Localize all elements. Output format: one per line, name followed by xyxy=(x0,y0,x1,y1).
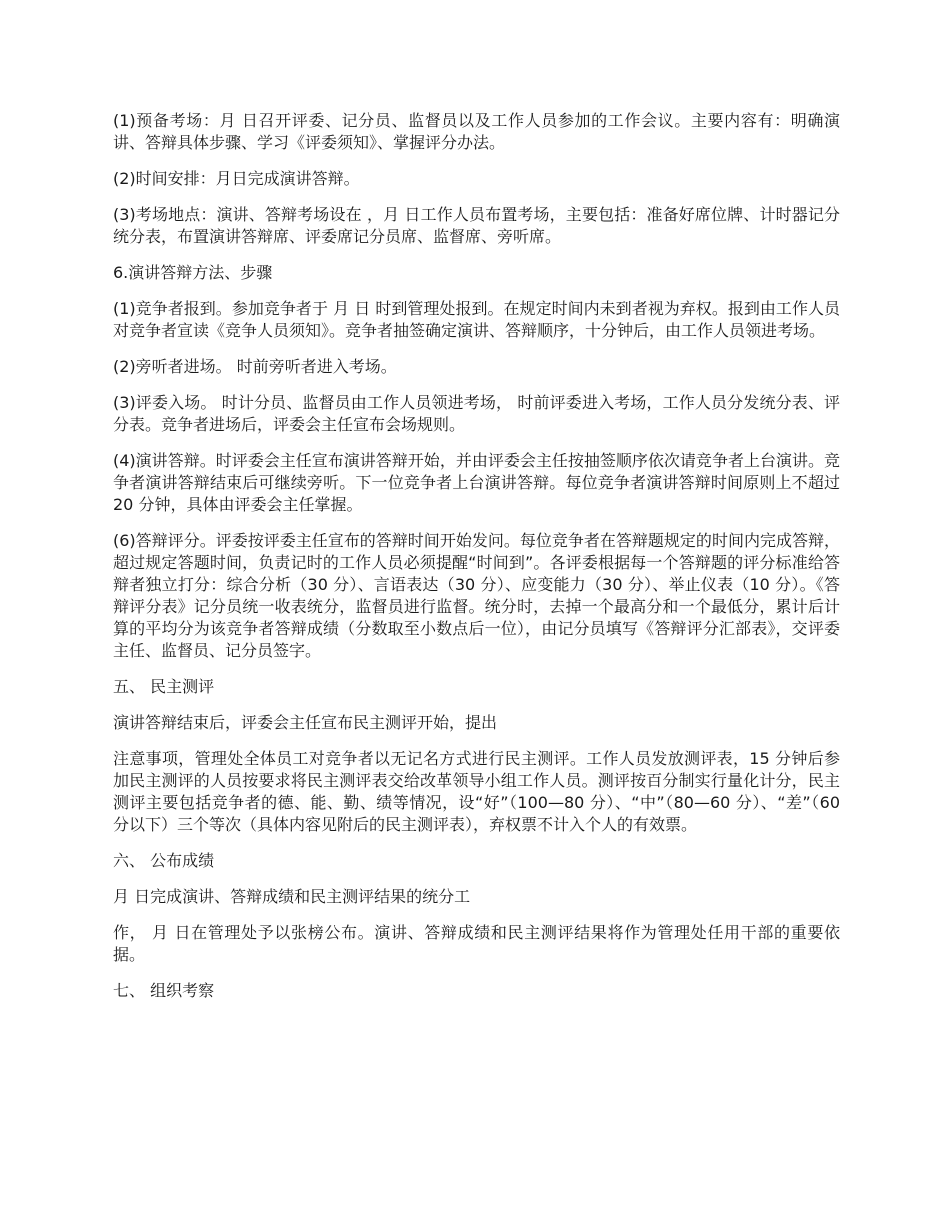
paragraph-evaluation-start: 演讲答辩结束后，评委会主任宣布民主测评开始，提出 xyxy=(113,713,498,732)
paragraph-results-compile: 月 日完成演讲、答辩成绩和民主测评结果的统分工 xyxy=(113,887,471,906)
paragraph-venue: (3)考场地点：演讲、答辩考场设在 ，月 日工作人员布置考场，主要包括：准备好席位牌、计时器记分统分表，布置演讲答辩席、评委席记分员席、监督席、旁听席。 xyxy=(113,205,840,246)
section-heading-organizational-review: 七、 组织考察 xyxy=(113,981,215,1000)
section-heading-publish-results: 六、 公布成绩 xyxy=(113,851,215,870)
paragraph-results-publish: 作， 月 日在管理处予以张榜公布。演讲、答辩成绩和民主测评结果将作为管理处任用干部的重要依据。 xyxy=(113,923,840,964)
paragraph-scoring: (6)答辩评分。评委按评委主任宣布的答辩时间开始发问。每位竞争者在答辩题规定的时间内完成答辩，超过规定答题时间，负责记时的工作人员必须提醒“时间到”。各评委根据每一个答辩题的评分标准给答辩者独立打分：综合分析（30 分）、言语表达（30 分）、应变能力（30 分）、举止仪表（10 分）。《答辩评分表》记分员统一收表统分，监督员进行监督。统分时，去掉一个最高分和一个最低分，累计后计算的平均分为该竞争者答辩成绩（分数取至小数点后一位），由记分员填写《答辩评分汇部表》，交评委主任、监督员、记分员签字。 xyxy=(113,531,840,660)
paragraph-registration: (1)竞争者报到。参加竞争者于 月 日 时到管理处报到。在规定时间内未到者视为弃权。报到由工作人员对竞争者宣读《竞争人员须知》。竞争者抽签确定演讲、答辩顺序，十分钟后，由工作人员领进考场。 xyxy=(113,299,840,340)
paragraph-preparation: (1)预备考场：月 日召开评委、记分员、监督员以及工作人员参加的工作会议。主要内容有：明确演讲、答辩具体步骤、学习《评委须知》、掌握评分办法。 xyxy=(113,111,840,152)
paragraph-judges-entry: (3)评委入场。 时计分员、监督员由工作人员领进考场， 时前评委进入考场，工作人员分发统分表、评分表。竞争者进场后，评委会主任宣布会场规则。 xyxy=(113,393,840,434)
paragraph-audience-entry: (2)旁听者进场。 时前旁听者进入考场。 xyxy=(113,357,397,376)
section-heading-democratic-evaluation: 五、 民主测评 xyxy=(113,677,215,696)
section-heading-methods: 6.演讲答辩方法、步骤 xyxy=(113,263,273,282)
paragraph-speech-defense: (4)演讲答辩。时评委会主任宣布演讲答辩开始，并由评委会主任按抽签顺序依次请竞争者上台演讲。竞争者演讲答辩结束后可继续旁听。下一位竞争者上台演讲答辩。每位竞争者演讲答辩时间原则上不超过 20 分钟，具体由评委会主任掌握。 xyxy=(113,451,840,514)
paragraph-schedule: (2)时间安排：月日完成演讲答辩。 xyxy=(113,169,360,188)
paragraph-evaluation-notes: 注意事项，管理处全体员工对竞争者以无记名方式进行民主测评。工作人员发放测评表，15 分钟后参加民主测评的人员按要求将民主测评表交给改革领导小组工作人员。测评按百分制实行量化计分，民主测评主要包括竞争者的德、能、勤、绩等情况，设“好”（100—80 分）、“中”（80—60 分）、“差”（60 分以下）三个等次（具体内容见附后的民主测评表），弃权票不计入个人的有效票。 xyxy=(113,749,840,834)
